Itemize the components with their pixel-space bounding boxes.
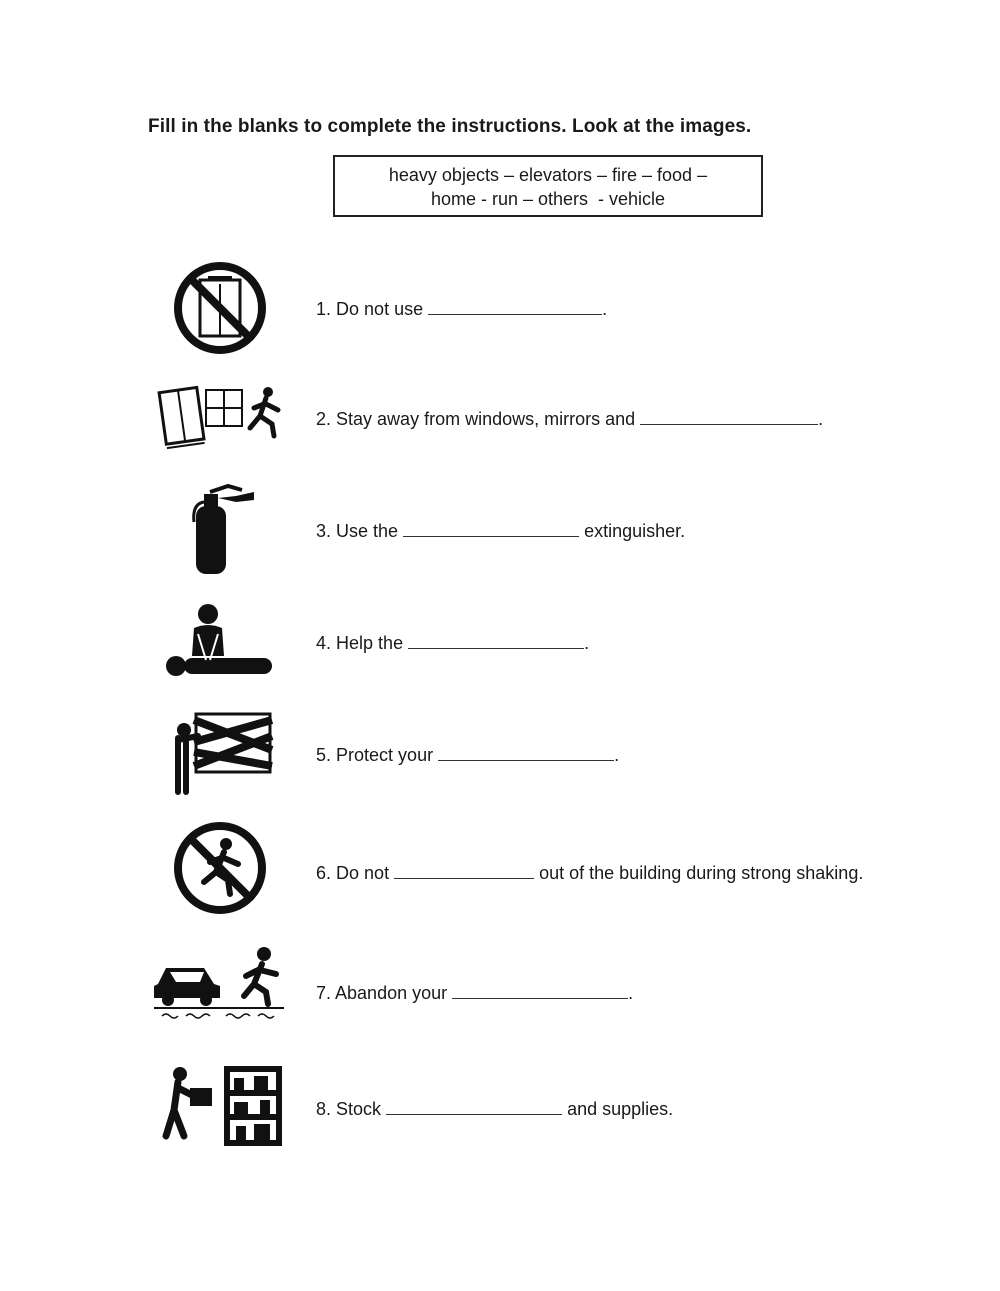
item-5-text: 5. Protect your . xyxy=(316,745,620,765)
exercise-item-6 xyxy=(150,822,970,932)
no-running-icon xyxy=(150,822,290,922)
item-3-text: 3. Use the extinguisher. xyxy=(316,521,686,541)
item-4-text: 4. Help the . xyxy=(316,633,590,653)
answer-blank-8[interactable] xyxy=(386,1098,562,1115)
item-8-text: 8. Stock and supplies. xyxy=(316,1099,674,1119)
exercise-item-5 xyxy=(150,706,970,816)
answer-blank-6[interactable] xyxy=(394,862,534,879)
stock-supplies-icon xyxy=(150,1060,290,1160)
fire-extinguisher-icon xyxy=(150,482,290,582)
answer-blank-5[interactable] xyxy=(438,744,614,761)
item-7-text: 7. Abandon your . xyxy=(316,983,634,1003)
exercise-item-7 xyxy=(150,942,970,1052)
item-6-text: 6. Do not out of the building during strong shaking. xyxy=(316,863,864,883)
answer-blank-3[interactable] xyxy=(403,520,579,537)
item-2-text: 2. Stay away from windows, mirrors and . xyxy=(316,409,824,429)
word-bank-box xyxy=(333,155,763,217)
instruction-heading: Fill in the blanks to complete the instructions. Look at the images. xyxy=(148,116,752,137)
exercise-item-3 xyxy=(150,482,970,592)
boarded-window-icon xyxy=(150,706,290,806)
no-elevator-icon xyxy=(150,262,290,362)
exercise-item-1 xyxy=(150,262,970,372)
cpr-icon xyxy=(150,594,290,694)
exercise-item-8 xyxy=(150,1060,970,1170)
word-bank-line-1: heavy objects – elevators – fire – food – xyxy=(388,165,708,185)
answer-blank-2[interactable] xyxy=(640,408,818,425)
answer-blank-4[interactable] xyxy=(408,632,584,649)
exercise-item-2 xyxy=(150,372,970,482)
word-bank-line-2: home - run – others - vehicle xyxy=(430,189,666,209)
car-flood-icon xyxy=(150,942,290,1042)
answer-blank-7[interactable] xyxy=(452,982,628,999)
exercise-item-4 xyxy=(150,594,970,704)
answer-blank-1[interactable] xyxy=(428,298,602,315)
falling-furniture-icon xyxy=(150,372,290,472)
item-1-text: 1. Do not use . xyxy=(316,299,608,319)
